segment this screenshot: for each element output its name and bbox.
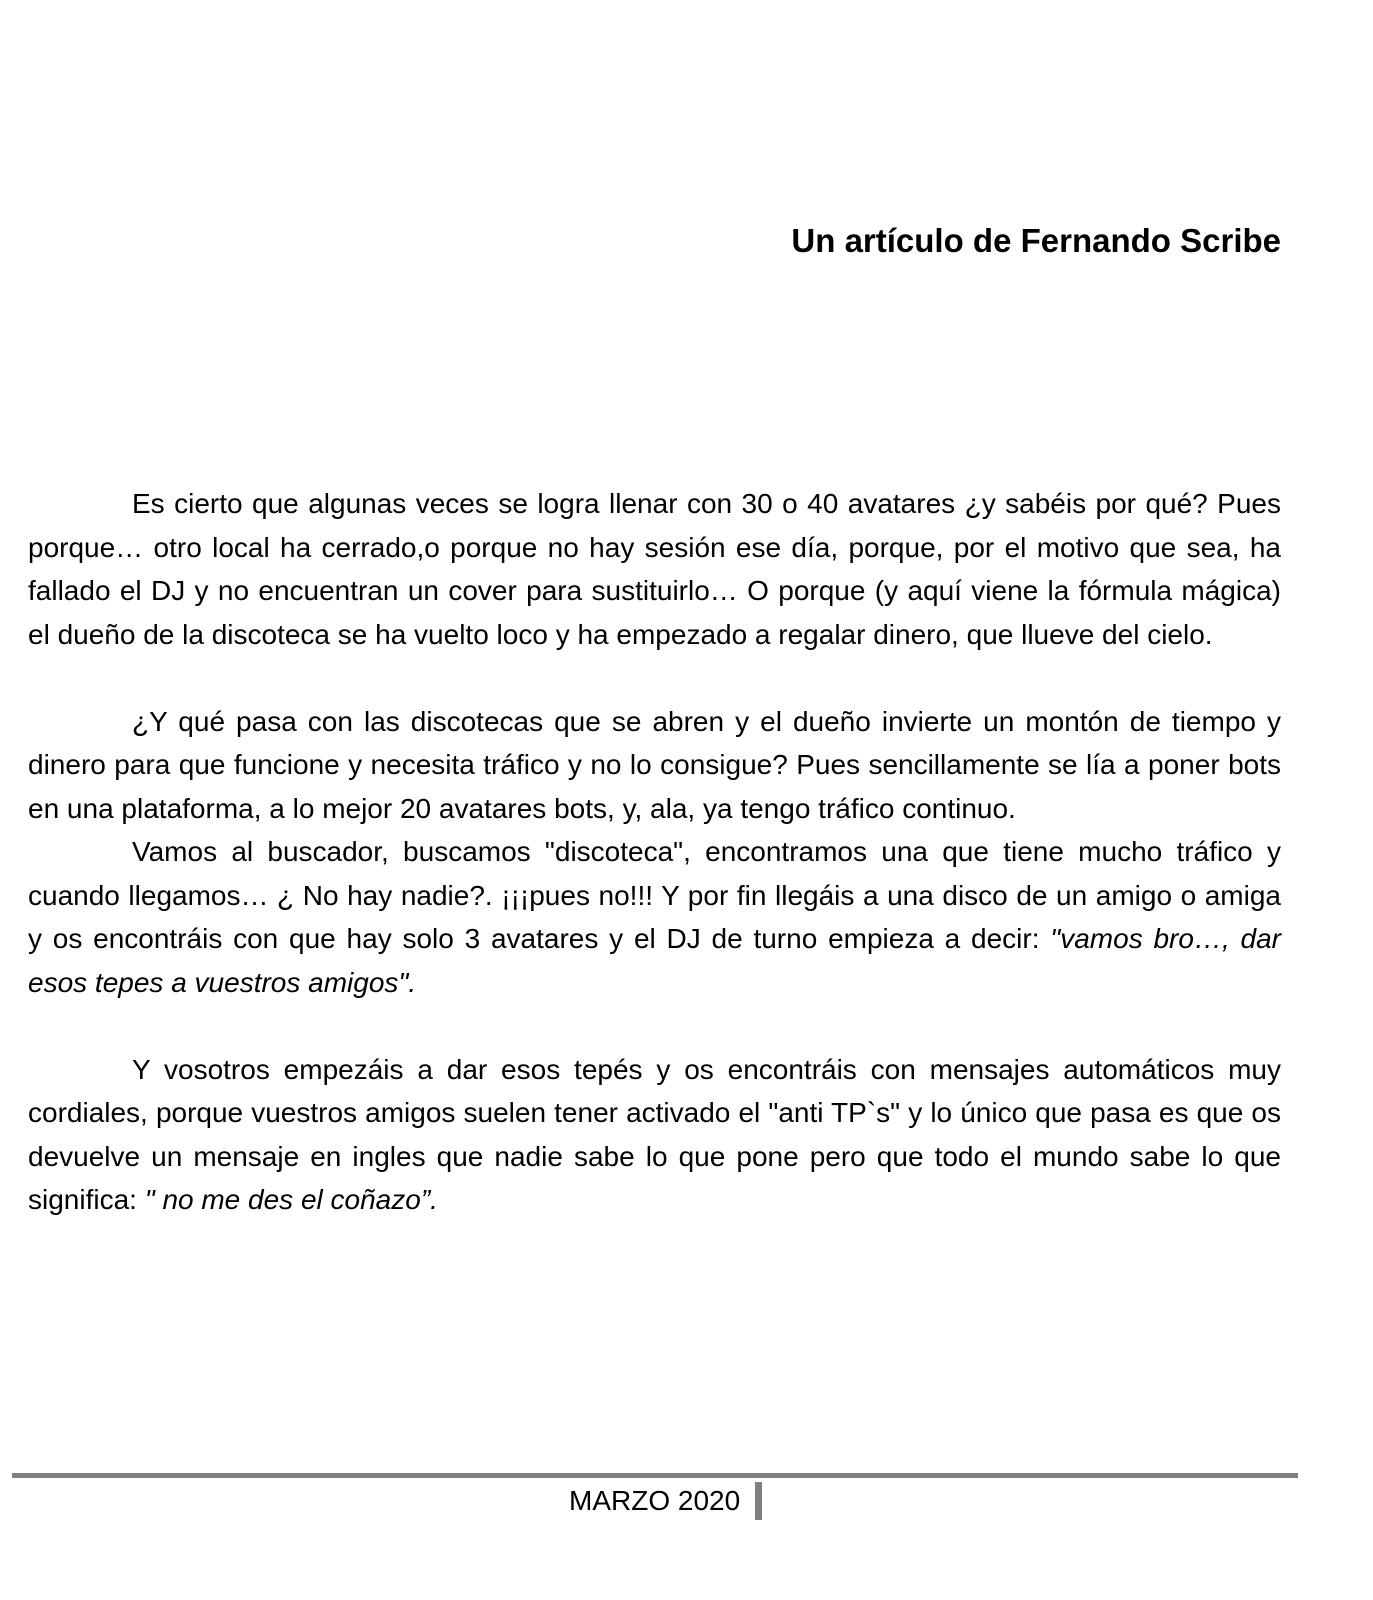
paragraph — [28, 482, 1281, 656]
paragraph-text: Es cierto que algunas veces se logra llenar con 30 o 40 avatares ¿y sabéis por qué? Pues porque… otro local ha cerrado,o porque no hay sesión ese día, porque, por el motivo que sea, ha fallado el DJ y no encuentran un cover para sustituirlo… O porque (y aquí viene la fórmula mágica) el dueño de la discoteca se ha vuelto loco y ha empezado a regalar dinero, que llueve del cielo. — [28, 488, 1281, 650]
paragraph — [28, 830, 1281, 1004]
paragraph — [28, 1048, 1281, 1222]
quote-text: " no me des el coñazo”. — [144, 1184, 438, 1215]
footer-date: MARZO 2020 — [569, 1485, 741, 1516]
footer-page-marker — [755, 1482, 762, 1520]
article-byline: Un artículo de Fernando Scribe — [791, 222, 1281, 259]
article-body — [28, 482, 1281, 1222]
paragraph-text: ¿Y qué pasa con las discotecas que se abren y el dueño invierte un montón de tiempo y dinero para que funcione y necesita tráfico y no lo consigue? Pues sencillamente se lía a poner bots en una plataforma, a lo mejor 20 avatares bots, y, ala, ya tengo tráfico continuo. — [28, 705, 1281, 824]
paragraph — [28, 700, 1281, 831]
footer-divider — [12, 1473, 1298, 1478]
quote-text: "vamos bro…, dar esos tepes a vuestros amigos". — [28, 923, 1281, 998]
paragraph-text: Vamos al buscador, buscamos "discoteca", encontramos una que tiene mucho tráfico y cuando llegamos… ¿ No hay nadie?. ¡¡¡pues no!!! Y por fin llegáis a una disco de un amigo o amiga y os encontráis con que hay solo 3 avatares y el DJ de turno empieza a decir: — [28, 836, 1281, 954]
paragraph-text: Y vosotros empezáis a dar esos tepés y os encontráis con mensajes automáticos muy cordiales, porque vuestros amigos suelen tener activado el "anti TP`s" y lo único que pasa es que os devuelve un mensaje en ingles que nadie sabe lo que pone pero que todo el mundo sabe lo que significa: — [28, 1053, 1281, 1215]
